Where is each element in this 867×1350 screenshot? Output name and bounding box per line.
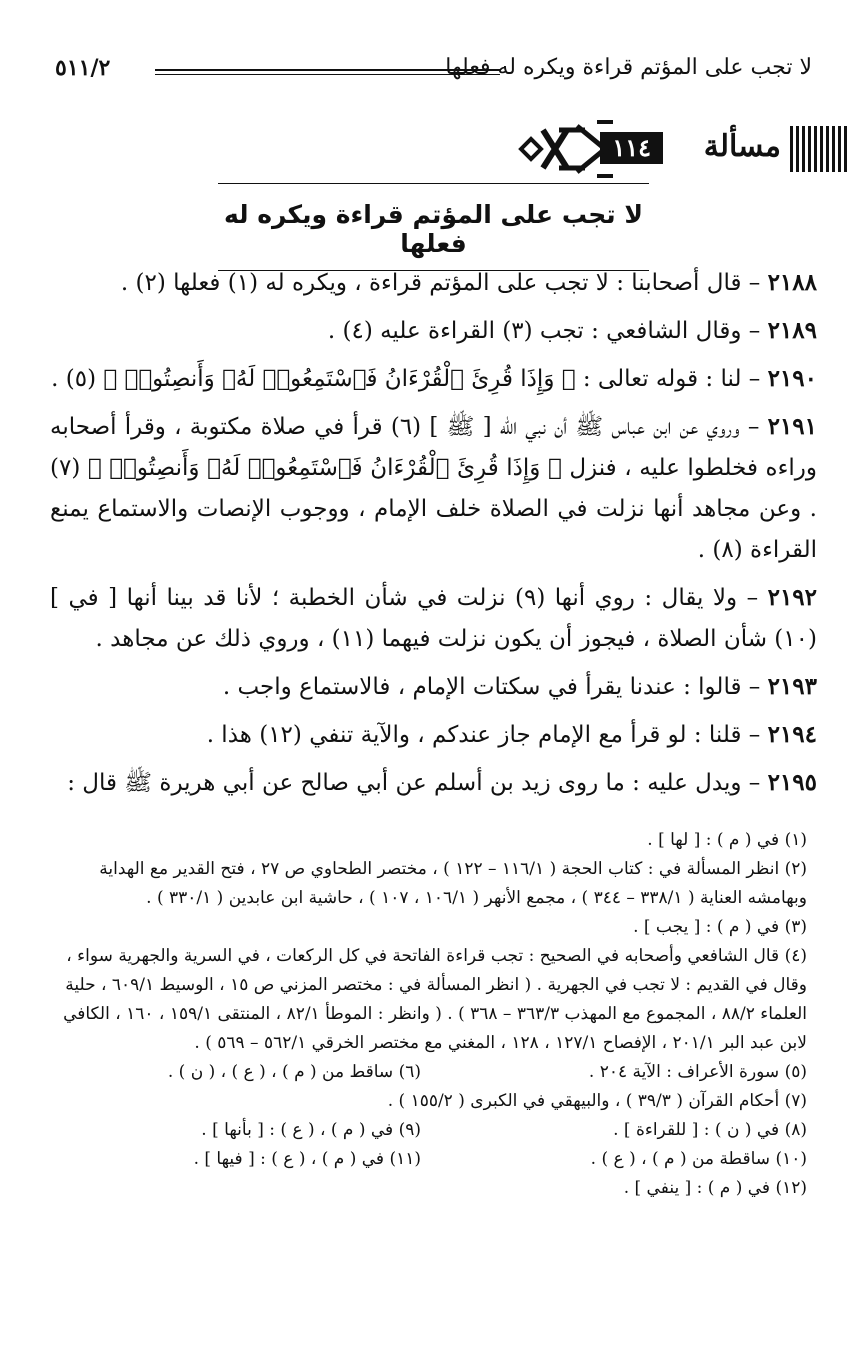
- chapter-title: لا تجب على المؤتم قراءة ويكره له فعلها: [218, 183, 649, 271]
- paragraph-text: – قلنا : لو قرأ مع الإمام جاز عندكم ، والآية تنفي (١٢) هذا .: [206, 722, 761, 748]
- issue-number-badge: ١١٤: [600, 132, 663, 164]
- paragraph-text: – ولا يقال : روي أنها (٩) نزلت في شأن الخطبة ؛ لأنا قد بينا أنها [ في ] (١٠) شأن الصلاة ، فيجوز أن يكون نزلت فيهما (١١) ، وروي ذلك عن مجاهد .: [50, 585, 817, 652]
- footnote-2: (٢) انظر المسألة في : كتاب الحجة ( ١١٦/١ – ١٢٢ ) ، مختصر الطحاوي ص ٢٧ ، فتح القدير مع الهداية وبهامشه العناية ( ٣٣٨/١ – ٣٤٤ ) ، مجمع الأنهر ( ١٠٦/١ ، ١٠٧ ) ، حاشية ابن عابدين ( ٣٣٠/١ ) .: [99, 859, 807, 908]
- footnotes: [55, 826, 807, 1203]
- footnote-10: (١٠) ساقطة من ( م ) ، ( ع ) .: [590, 1149, 807, 1169]
- paragraph-number: ٢١٨٨: [767, 269, 817, 296]
- paragraph-2189: [50, 310, 817, 352]
- footnote-4: (٤) قال الشافعي وأصحابه في الصحيح : تجب قراءة الفاتحة في كل الركعات ، في السرية والجهرية سواء ، وقال في القديم : لا تجب في الجهرية . ( انظر المسألة في : مختصر المزني ص ١٥ ، الوسيط ٦٠٩/١ ، حلية العلماء ٨٨/٢ ، المجموع مع المهذب ٣٦٣/٣ – ٣٦٨ ) . ( وانظر : الموطأ ٨٢/١ ، المنتقى ١٥٩/١ ، ١٦٠ ، الكافي لابن عبد البر ٢٠١/١ ، الإفصاح ١٢٧/١ ، ١٢٨ ، المغني مع مختصر الخرقي ٥٦٢/١ – ٥٦٩ ) .: [63, 946, 807, 1053]
- page-number: ٥١١/٢: [55, 55, 111, 81]
- paragraph-number: ٢١٩٢: [767, 584, 818, 611]
- paragraph-number: ٢١٩٥: [767, 769, 817, 796]
- paragraph-2188: [50, 262, 817, 304]
- paragraph-2190: [50, 358, 817, 400]
- paragraph-text: – وقال الشافعي : تجب (٣) القراءة عليه (٤) .: [327, 318, 761, 344]
- paragraph-2191: [50, 406, 817, 571]
- paragraph-number: ٢١٩٤: [767, 721, 817, 748]
- footnote-6: (٦) ساقط من ( م ) ، ( ع ) ، ( ن ) .: [167, 1062, 421, 1082]
- knot-ornament-icon: [515, 118, 615, 180]
- running-header: [55, 55, 812, 89]
- paragraph-2195: [50, 762, 817, 804]
- paragraph-text: – قالوا : عندنا يقرأ في سكتات الإمام ، فالاستماع واجب .: [222, 674, 761, 700]
- issue-banner: [515, 118, 847, 180]
- footnote-9: (٩) في ( م ) ، ( ع ) : [ بأنها ] .: [201, 1120, 421, 1140]
- paragraph-text: – وروي عن ابن عباس ﷺ أن نبي الله [ ﷺ ] (٦) قرأ في صلاة مكتوبة ، وقرأ أصحابه وراءه فخلطوا عليه ، فنزل ﴿ وَإِذَا قُرِئَ ٱلْقُرْءَانُ فَٱسْتَمِعُوا۟ لَهُۥ وَأَنصِتُوا۟ ﴾ (٧) . وعن مجاهد أنها نزلت في الصلاة خلف الإمام ، ووجوب الإنصات والاستماع يمنع القراءة (٨) .: [50, 414, 817, 563]
- footnote-12: (١٢) في ( م ) : [ ينفي ] .: [623, 1178, 807, 1198]
- footnote-5: (٥) سورة الأعراف : الآية ٢٠٤ .: [588, 1062, 807, 1082]
- paragraph-text: – قال أصحابنا : لا تجب على المؤتم قراءة ، ويكره له (١) فعلها (٢) .: [120, 270, 761, 296]
- footnote-row: [55, 1058, 807, 1087]
- footnote-11: (١١) في ( م ) ، ( ع ) : [ فيها ] .: [193, 1149, 421, 1169]
- footnote-8: (٨) في ( ن ) : [ للقراءة ] .: [613, 1120, 807, 1140]
- footnote-row: [55, 1116, 807, 1145]
- footnote-1: (١) في ( م ) : [ لها ] .: [647, 830, 807, 850]
- running-header-title: لا تجب على المؤتم قراءة ويكره له فعلها: [445, 55, 812, 80]
- paragraph-number: ٢١٩٠: [767, 365, 817, 392]
- paragraph-text: – ويدل عليه : ما روى زيد بن أسلم عن أبي صالح عن أبي هريرة ﷺ قال :: [67, 770, 761, 796]
- paragraph-number: ٢١٩٣: [767, 673, 817, 700]
- issue-label: مسألة: [703, 129, 781, 164]
- paragraph-number: ٢١٨٩: [767, 317, 817, 344]
- main-text: [50, 262, 817, 810]
- footnote-3: (٣) في ( م ) : [ يجب ] .: [633, 917, 807, 937]
- paragraph-number: ٢١٩١: [767, 413, 817, 440]
- paragraph-text: – لنا : قوله تعالى : ﴿ وَإِذَا قُرِئَ ٱلْقُرْءَانُ فَٱسْتَمِعُوا۟ لَهُۥ وَأَنصِتُوا۟ ﴾ (٥) .: [51, 366, 761, 392]
- running-header-rule: [155, 69, 500, 75]
- paragraph-2192: [50, 577, 817, 660]
- paragraph-2194: [50, 714, 817, 756]
- paragraph-2193: [50, 666, 817, 708]
- footnote-row: [55, 1145, 807, 1174]
- striped-bar-ornament: [789, 126, 847, 172]
- footnote-7: (٧) أحكام القرآن ( ٣٩/٣ ) ، والبيهقي في الكبرى ( ١٥٥/٢ ) .: [387, 1091, 807, 1111]
